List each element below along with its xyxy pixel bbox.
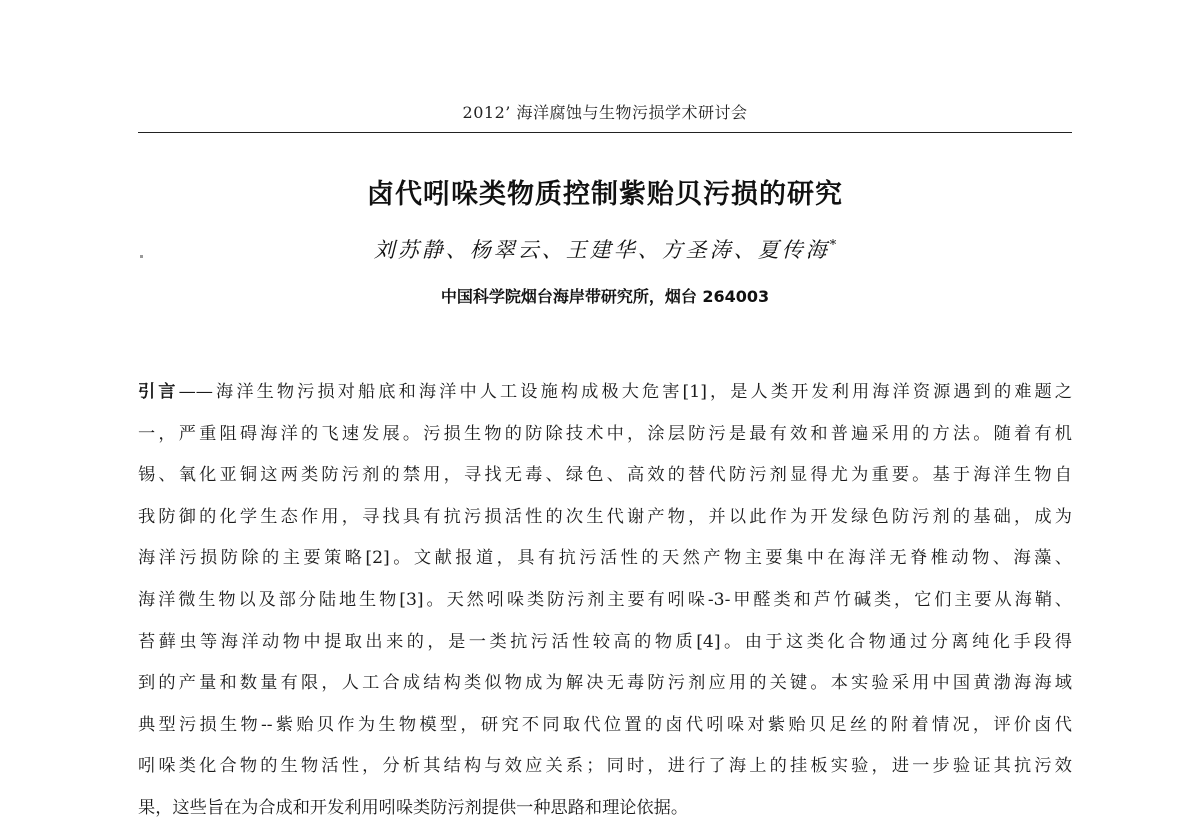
body-line: 海洋微生物以及部分陆地生物[3]。天然吲哚类防污剂主要有吲哚-3-甲醛类和芦竹碱类，它们主要从海鞘、: [138, 589, 1072, 610]
body-line: 果，这些旨在为合成和开发利用吲哚类防污剂提供一种思路和理论依据。: [138, 797, 689, 818]
body-line: 吲哚类化合物的生物活性，分析其结构与效应关系；同时，进行了海上的挂板实验，进一步验证其抗污效: [138, 756, 1072, 777]
intro-label: 引言: [138, 382, 179, 402]
author-names: 刘苏静、杨翠云、王建华、方圣涛、夏传海: [373, 238, 830, 262]
body-line: 海洋污损防除的主要策略[2]。文献报道，具有抗污活性的天然产物主要集中在海洋无脊椎动物、海藻、: [138, 548, 1072, 569]
corresponding-author-mark: *: [829, 238, 837, 253]
body-line: 引言——海洋生物污损对船底和海洋中人工设施构成极大危害[1]，是人类开发利用海洋资源遇到的难题之: [138, 382, 1072, 402]
paper-title: 卤代吲哚类物质控制紫贻贝污损的研究: [367, 179, 843, 210]
body-line: 典型污损生物--紫贻贝作为生物模型，研究不同取代位置的卤代吲哚对紫贻贝足丝的附着情况，评价卤代: [138, 714, 1072, 735]
body-line: 我防御的化学生态作用，寻找具有抗污损活性的次生代谢产物，并以此作为开发绿色防污剂的基础，成为: [138, 506, 1072, 527]
body-line: 锡、氧化亚铜这两类防污剂的禁用，寻找无毒、绿色、高效的替代防污剂显得尤为重要。基于海洋生物自: [138, 465, 1072, 486]
affiliation: 中国科学院烟台海岸带研究所，烟台 264003: [440, 287, 770, 306]
body-line: 到的产量和数量有限，人工合成结构类似物成为解决无毒防污剂应用的关键。本实验采用中国黄渤海海域: [138, 673, 1072, 694]
body-line: 一，严重阻碍海洋的飞速发展。污损生物的防除技术中，涂层防污是最有效和普遍采用的方法。随着有机: [138, 423, 1072, 444]
author-list: [138, 234, 1072, 264]
conference-header: 2012’ 海洋腐蚀与生物污损学术研讨会: [462, 103, 748, 122]
introduction-paragraph: [138, 372, 1072, 830]
header-rule: [138, 132, 1072, 133]
body-line: 苔藓虫等海洋动物中提取出来的，是一类抗污活性较高的物质[4]。由于这类化合物通过分离纯化手段得: [138, 631, 1072, 652]
